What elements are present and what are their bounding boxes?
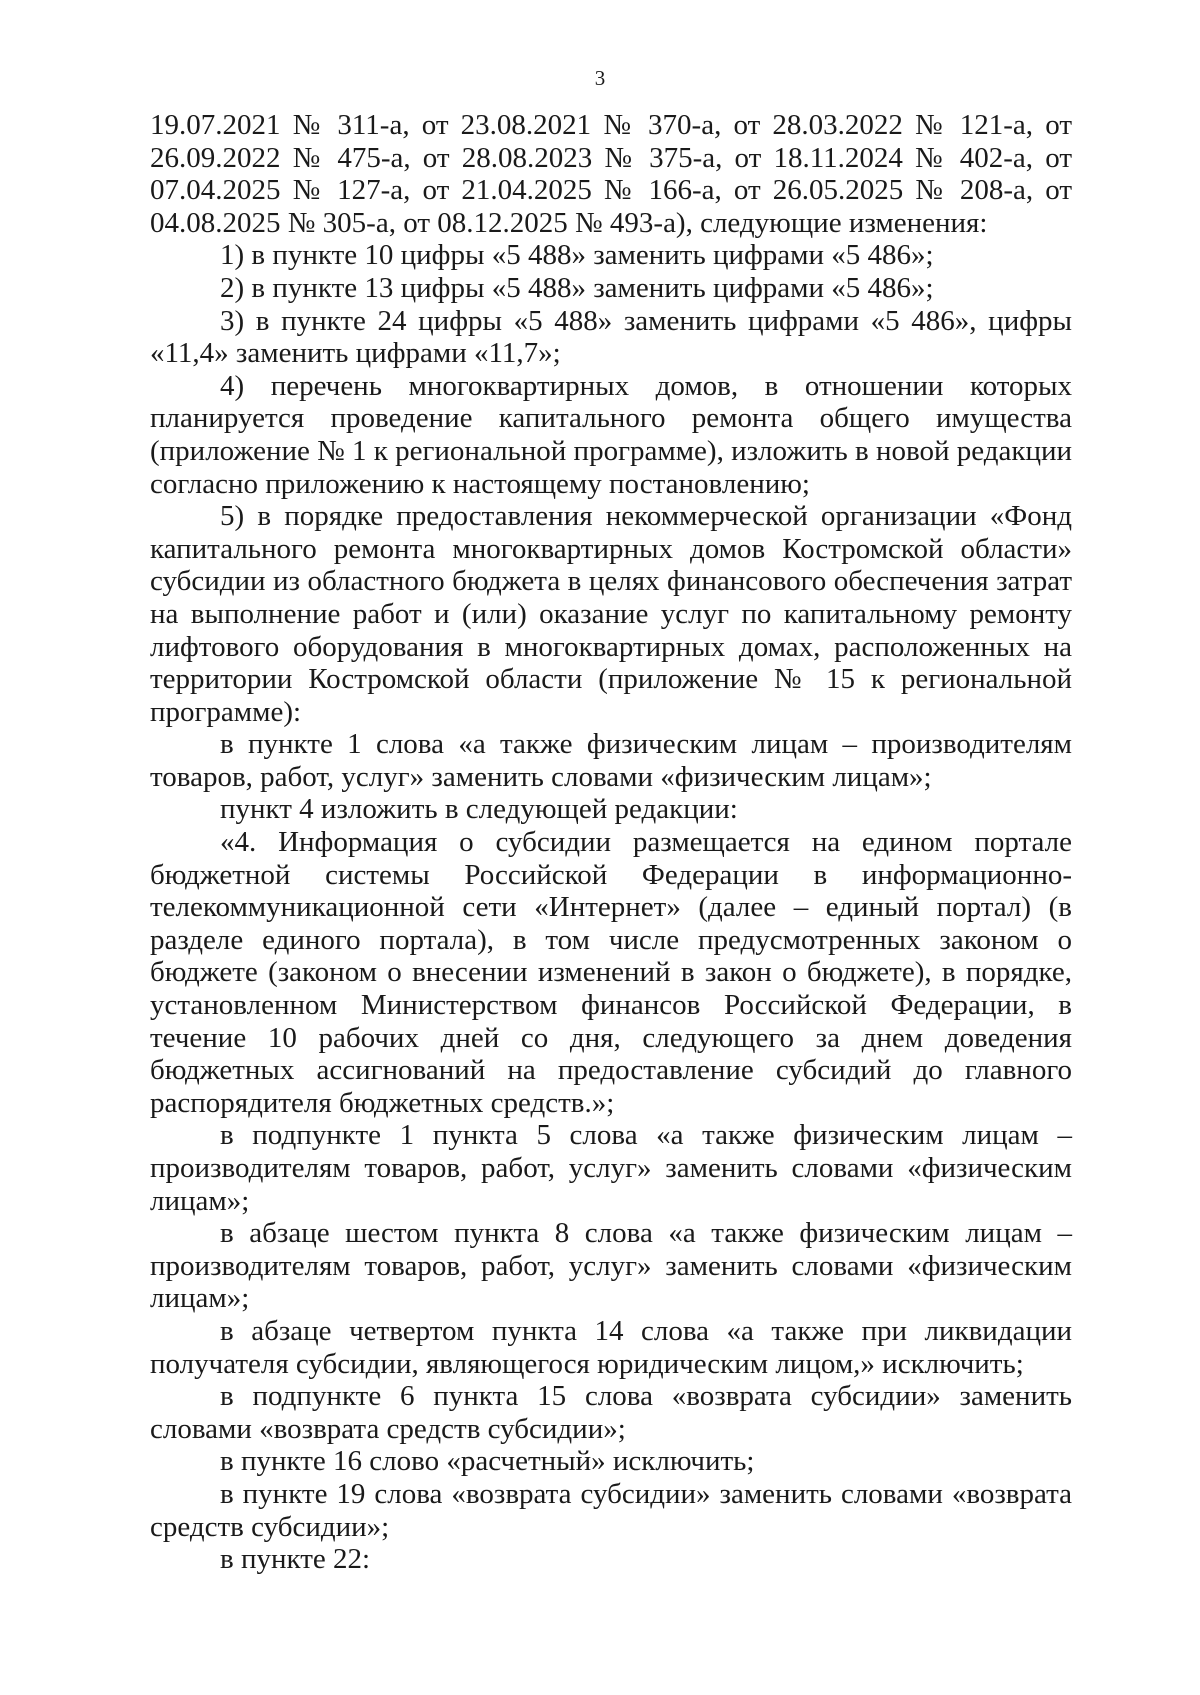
paragraph: в абзаце шестом пункта 8 слова «а также физическим лицам – производителям товаров, работ, услуг» заменить словами «физическим лицам»; (150, 1217, 1072, 1315)
paragraph: в абзаце четвертом пункта 14 слова «а также при ликвидации получателя субсидии, являющегося юридическим лицом,» исключить; (150, 1314, 1072, 1380)
paragraph: 5) в порядке предоставления некоммерческой организации «Фонд капитального ремонта многоквартирных домов Костромской области» субсидии из областного бюджета в целях финансового обеспечения затрат на выполнение работ и (или) оказание услуг по капитальному ремонту лифтового оборудования в многоквартирных домах, расположенных на территории Костромской области (приложение № 15 к региональной программе): (150, 500, 1072, 728)
paragraph: 4) перечень многоквартирных домов, в отношении которых планируется проведение капитального ремонта общего имущества (приложение № 1 к региональной программе), изложить в новой редакции согласно приложению к настоящему постановлению; (150, 369, 1072, 500)
paragraph: 3) в пункте 24 цифры «5 488» заменить цифрами «5 486», цифры «11,4» заменить цифрами «11,7»; (150, 304, 1072, 370)
paragraph: 1) в пункте 10 цифры «5 488» заменить цифрами «5 486»; (220, 239, 934, 272)
paragraph: в пункте 16 слово «расчетный» исключить; (220, 1445, 755, 1478)
paragraph: в пункте 22: (220, 1543, 371, 1576)
paragraph: 2) в пункте 13 цифры «5 488» заменить цифрами «5 486»; (220, 271, 934, 304)
paragraph: «4. Информация о субсидии размещается на едином портале бюджетной системы Российской Федерации в информационно-телекоммуникационной сети «Интернет» (далее – единый портал) (в разделе единого портала), в том числе предусмотренных законом о бюджете (законом о внесении изменений в закон о бюджете), в порядке, установленном Министерством финансов Российской Федерации, в течение 10 рабочих дней со дня, следующего за днем доведения бюджетных ассигнований на предоставление субсидий до главного распорядителя бюджетных средств.»; (150, 826, 1072, 1119)
paragraph: в подпункте 1 пункта 5 слова «а также физическим лицам – производителям товаров, работ, услуг» заменить словами «физическим лицам»; (150, 1119, 1072, 1217)
paragraph: в подпункте 6 пункта 15 слова «возврата субсидии» заменить словами «возврата средств субсидии»; (150, 1380, 1072, 1445)
paragraph: 19.07.2021 № 311-а, от 23.08.2021 № 370-а, от 28.03.2022 № 121-а, от 26.09.2022 № 475-а, от 28.08.2023 № 375-а, от 18.11.2024 № 402-а, от 07.04.2025 № 127-а, от 21.04.2025 № 166-а, от 26.05.2025 № 208-а, от 04.08.2025 № 305-а, от 08.12.2025 № 493-а), следующие изменения: (150, 109, 1072, 239)
paragraph: в пункте 19 слова «возврата субсидии» заменить словами «возврата средств субсидии»; (150, 1477, 1072, 1543)
document-body (150, 109, 1072, 1576)
paragraph: пункт 4 изложить в следующей редакции: (220, 793, 738, 826)
page-number: 3 (594, 66, 606, 90)
paragraph: в пункте 1 слова «а также физическим лицам – производителям товаров, работ, услуг» заменить словами «физическим лицам»; (150, 728, 1072, 793)
